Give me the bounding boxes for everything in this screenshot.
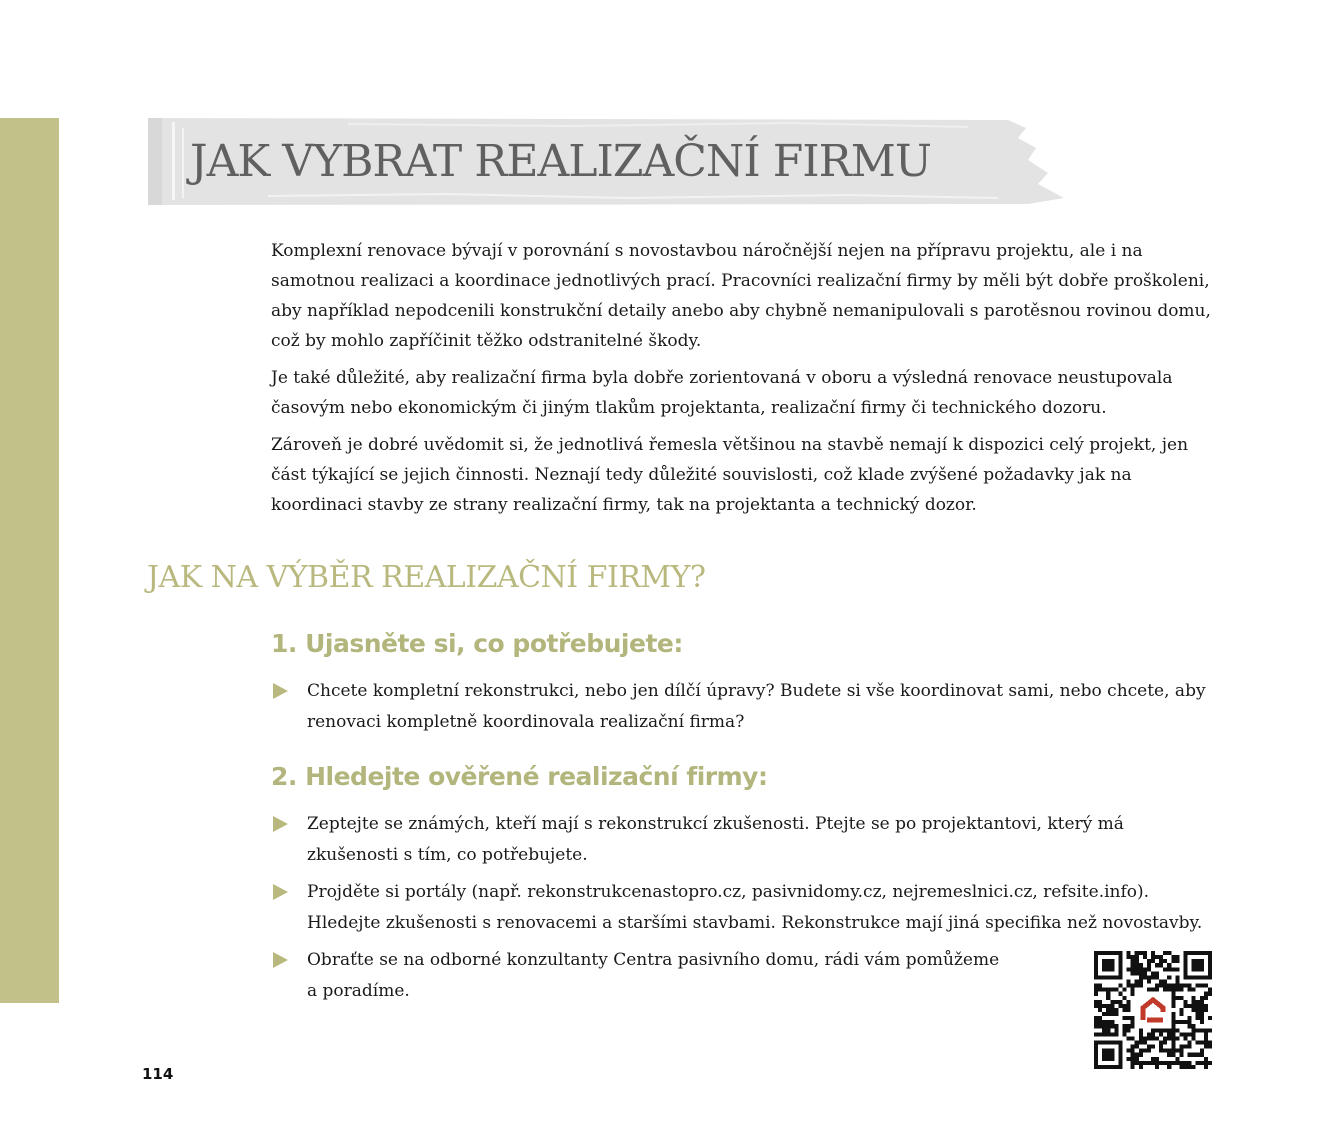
intro-text	[271, 236, 1216, 527]
intro-paragraph-3: Zároveň je dobré uvědomit si, že jednotlivá řemesla většinou na stavbě nemají k dispozici celý projekt, jen část týkající se jejich činnosti. Neznají tedy důležité souvislosti, což klade zvýšené požadavky jak na koordinaci stavby ze strany realizační firmy, tak na projektanta a technický dozor.	[271, 435, 1189, 515]
intro-paragraph-1: Komplexní renovace bývají v porovnání s novostavbou náročnější nejen na přípravu projektu, ale i na samotnou realizaci a koordinace jednotlivých prací. Pracovníci realizační firmy by měli být dobře proškoleni, aby například nepodcenili konstrukční detaily anebo aby chybně nemanipulovali s parotěsnou rovinou domu, což by mohlo zapříčinit těžko odstranitelné škody.	[271, 241, 1211, 351]
list-item	[271, 676, 1216, 738]
triangle-bullet-icon	[273, 683, 288, 699]
section-heading: JAK NA VÝBĚR REALIZAČNÍ FIRMY?	[147, 560, 706, 595]
step-1-heading: 1. Ujasněte si, co potřebujete:	[271, 629, 683, 658]
page-number: 114	[142, 1065, 174, 1083]
step-2-heading: 2. Hledejte ověřené realizační firmy:	[271, 762, 768, 791]
list-item-text: Obraťte se na odborné konzultanty Centra pasivního domu, rádi vám pomůžeme a poradíme.	[307, 950, 1000, 1001]
triangle-bullet-icon	[273, 884, 288, 900]
list-item-text: Zeptejte se známých, kteří mají s rekonstrukcí zkušenosti. Ptejte se po projektantovi, který má zkušenosti s tím, co potřebujete.	[307, 814, 1124, 865]
list-item-text: Chcete kompletní rekonstrukci, nebo jen dílčí úpravy? Budete si vše koordinovat sami, nebo chcete, aby renovaci kompletně koordinovala realizační firma?	[307, 681, 1206, 732]
intro-paragraph-2: Je také důležité, aby realizační firma byla dobře zorientovaná v oboru a výsledná renovace neustupovala časovým nebo ekonomickým či jiným tlakům projektanta, realizační firmy či technického dozoru.	[271, 368, 1173, 418]
list-item-text: Projděte si portály (např. rekonstrukcenastopro.cz, pasivnidomy.cz, nejremeslnici.cz, refsite.info). Hledejte zkušenosti s renovacemi a staršími stavbami. Rekonstrukce mají jiná specifika než novostavby.	[307, 882, 1203, 933]
list-item	[271, 945, 1007, 1007]
step-1-list	[271, 676, 1216, 744]
qr-code-icon[interactable]	[1094, 951, 1212, 1069]
list-item	[271, 809, 1216, 871]
step-2-list	[271, 809, 1216, 1013]
triangle-bullet-icon	[273, 816, 288, 832]
page-title: JAK VYBRAT REALIZAČNÍ FIRMU	[190, 136, 931, 187]
list-item	[271, 877, 1216, 939]
triangle-bullet-icon	[273, 952, 288, 968]
side-accent-bar	[0, 118, 59, 1003]
